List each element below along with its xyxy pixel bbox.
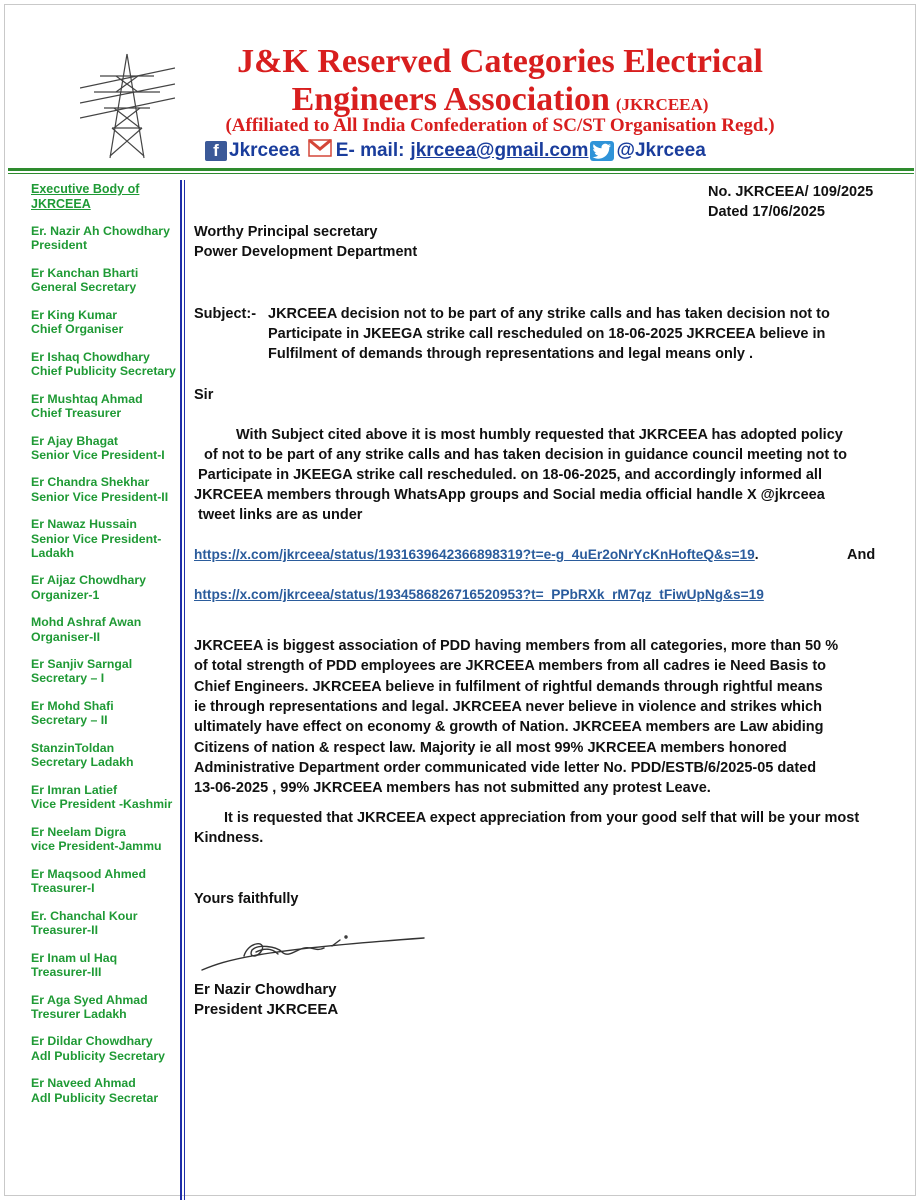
member-role: Tresurer Ladakh (31, 1006, 127, 1021)
member-entry (31, 266, 176, 294)
member-role: Chief Treasurer (31, 405, 122, 420)
sidebar-divider (180, 180, 182, 1200)
recipient-line1: Worthy Principal secretary (194, 224, 378, 240)
signatory-title: President JKRCEEA (194, 1001, 339, 1018)
para2-line: Chief Engineers. JKRCEEA believe in fulfilment of rightful demands through rightful means (194, 678, 823, 695)
member-name: Er Mushtaq Ahmad (31, 391, 143, 406)
subject-line1: JKRCEEA decision not to be part of any strike calls and has taken decision not to (268, 306, 830, 322)
member-entry (31, 392, 176, 420)
twitter-handle[interactable]: @Jkrceea (616, 140, 706, 161)
para2-line: ultimately have effect on economy & growth of Nation. JKRCEEA members are Law abiding (194, 719, 824, 736)
member-entry (31, 1034, 176, 1062)
member-name: Er Dildar Chowdhary (31, 1034, 153, 1049)
email-link[interactable]: jkrceea@gmail.com (410, 140, 589, 161)
tweet-link-1[interactable]: https://x.com/jkrceea/status/1931639642366898319?t=e-g_4uEr2oNrYcKnHofteQ&s=19 (194, 547, 755, 562)
member-role: Secretary – I (31, 671, 105, 686)
member-name: Er Imran Latief (31, 782, 118, 797)
member-entry (31, 657, 176, 685)
facebook-icon: f (205, 141, 227, 161)
member-role: President (31, 238, 88, 253)
subject-label: Subject:- (194, 306, 257, 322)
association-title-line1: J&K Reserved Categories Electrical (237, 43, 763, 80)
executive-body-heading: Executive Body of JKRCEEA (31, 182, 140, 211)
member-name: Er Kanchan Bharti (31, 265, 139, 280)
header-divider-thin (8, 173, 914, 174)
member-entry (31, 475, 176, 503)
member-name: Er Mohd Shafi (31, 699, 114, 714)
signature-image (196, 928, 428, 978)
member-name: Er. Chanchal Kour (31, 908, 138, 923)
contact-line (205, 138, 706, 164)
member-name: Er Naveed Ahmad (31, 1076, 136, 1091)
tweet-link-2[interactable]: https://x.com/jkrceea/status/1934586826716520953?t=_PPbRXk_rM7qz_tFiwUpNg&s=19 (194, 587, 764, 602)
member-role: Senior Vice President-Ladakh (31, 531, 162, 560)
header-divider (8, 168, 914, 171)
affiliation-line: (Affiliated to All India Confederation of SC/ST Organisation Regd.) (225, 115, 775, 136)
member-entry (31, 699, 176, 727)
para1-line4: JKRCEEA members through WhatsApp groups and Social media official handle X @jkrceea (194, 487, 825, 503)
member-role: Chief Organiser (31, 322, 124, 337)
executive-body-sidebar (31, 182, 176, 1118)
reference-number: No. JKRCEEA/ 109/2025 (708, 184, 874, 200)
member-role: Treasurer-II (31, 922, 98, 937)
member-entry (31, 517, 176, 560)
member-entry (31, 308, 176, 336)
member-name: Er Aijaz Chowdhary (31, 573, 147, 588)
member-role: Senior Vice President-II (31, 489, 169, 504)
member-role: Adl Publicity Secretar (31, 1090, 159, 1105)
member-name: Er Nawaz Hussain (31, 517, 137, 532)
sidebar-divider-thin (184, 180, 185, 1200)
subject-line3: Fulfilment of demands through representations and legal means only . (268, 346, 754, 362)
member-entry (31, 434, 176, 462)
member-name: Er Chandra Shekhar (31, 475, 150, 490)
para1-line2: of not to be part of any strike calls and has taken decision in guidance council meeting not to (204, 447, 847, 463)
member-name: Er Aga Syed Ahmad (31, 992, 148, 1007)
facebook-handle[interactable]: Jkrceea (229, 140, 300, 161)
member-name: Er Ishaq Chowdhary (31, 349, 150, 364)
recipient-line2: Power Development Department (194, 244, 418, 260)
member-name: Er King Kumar (31, 307, 118, 322)
member-entry (31, 951, 176, 979)
member-entry (31, 783, 176, 811)
member-name: Er Maqsood Ahmed (31, 866, 147, 881)
para2-line: Administrative Department order communicated vide letter No. PDD/ESTB/6/2025-05 dated (194, 759, 817, 776)
email-label: E- mail: (335, 140, 405, 161)
member-name: Er Ajay Bhagat (31, 433, 119, 448)
letter-date: Dated 17/06/2025 (708, 204, 825, 220)
member-name: StanzinToldan (31, 741, 115, 756)
and-word: And (847, 547, 876, 563)
para3-line1: It is requested that JKRCEEA expect appreciation from your good self that will be your most (224, 810, 860, 826)
member-role: Adl Publicity Secretary (31, 1048, 165, 1063)
member-role: Organiser-II (31, 629, 101, 644)
member-name: Er. Nazir Ah Chowdhary (31, 224, 170, 238)
link2-row (194, 585, 764, 606)
para2-line: ie through representations and legal. JKRCEEA never believe in violence and strikes which (194, 698, 822, 715)
para1-line1: With Subject cited above it is most humbly requested that JKRCEEA has adopted policy (236, 427, 843, 443)
member-entry (31, 1076, 176, 1104)
association-abbreviation: (JKRCEEA) (615, 95, 709, 114)
signatory-name: Er Nazir Chowdhary (194, 981, 337, 998)
association-name: Engineers Association (291, 81, 610, 118)
member-role: Treasurer-III (31, 964, 102, 979)
gmail-icon (308, 139, 332, 163)
twitter-icon (590, 141, 614, 161)
para3-line2: Kindness. (194, 830, 264, 846)
para2-line: JKRCEEA is biggest association of PDD having members from all categories, more than 50 % (194, 638, 839, 654)
para2-line: Citizens of nation & respect law. Majority ie all most 99% JKRCEEA members honored (194, 739, 787, 756)
member-name: Er Sanjiv Sarngal (31, 657, 133, 672)
para2-line: 13-06-2025 , 99% JKRCEEA members has not submitted any protest Leave. (194, 780, 711, 797)
member-role: Treasurer-I (31, 881, 95, 895)
member-entry (31, 573, 176, 601)
closing: Yours faithfully (194, 891, 299, 907)
link1-row (194, 545, 759, 566)
member-role: Senior Vice President-I (31, 447, 165, 462)
member-role: Vice President -Kashmir (31, 797, 173, 812)
member-entry (31, 825, 176, 853)
subject-line2: Participate in JKEEGA strike call rescheduled on 18-06-2025 JKRCEEA believe in (268, 326, 826, 342)
member-entry (31, 224, 176, 252)
member-name: Er Neelam Digra (31, 824, 127, 839)
member-name: Er Inam ul Haq (31, 950, 118, 965)
member-role: Organizer-1 (31, 587, 100, 602)
member-role: Chief Publicity Secretary (31, 363, 176, 378)
para2-line: of total strength of PDD employees are JKRCEEA members from all cadres ie Need Basis to (194, 658, 827, 675)
para1-line5: tweet links are as under (198, 507, 363, 523)
member-role: Secretary – II (31, 713, 108, 728)
salutation: Sir (194, 387, 214, 403)
member-entry (31, 350, 176, 378)
member-role: General Secretary (31, 280, 137, 295)
member-entry (31, 615, 176, 643)
member-list (31, 224, 176, 1105)
member-entry (31, 993, 176, 1021)
member-role: Secretary Ladakh (31, 755, 134, 770)
member-entry (31, 909, 176, 937)
member-entry (31, 741, 176, 769)
link1-suffix: . (754, 547, 759, 562)
member-entry (31, 867, 176, 895)
member-role: vice President-Jammu (31, 839, 162, 854)
member-name: Mohd Ashraf Awan (31, 615, 142, 630)
para1-line3: Participate in JKEEGA strike call rescheduled. on 18-06-2025, and accordingly informed all (198, 467, 822, 483)
